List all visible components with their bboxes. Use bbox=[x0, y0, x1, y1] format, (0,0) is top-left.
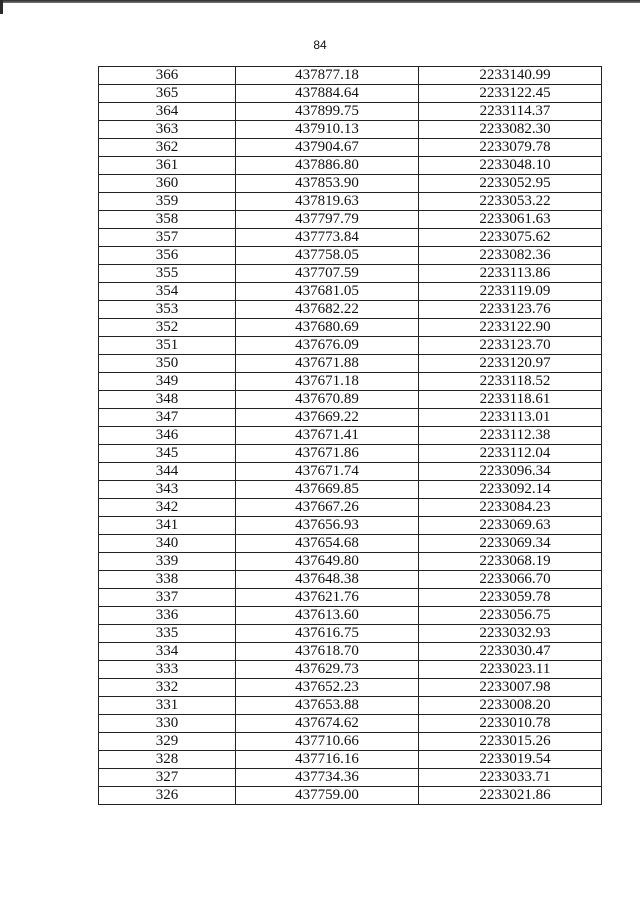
table-row bbox=[99, 769, 602, 787]
x-coordinate-cell: 437671.74 bbox=[236, 463, 419, 481]
point-id-cell: 342 bbox=[99, 499, 236, 517]
y-coordinate-cell: 2233112.38 bbox=[419, 427, 602, 445]
x-coordinate-cell: 437773.84 bbox=[236, 229, 419, 247]
point-id-cell: 360 bbox=[99, 175, 236, 193]
x-coordinate-cell: 437676.09 bbox=[236, 337, 419, 355]
point-id-cell: 365 bbox=[99, 85, 236, 103]
y-coordinate-cell: 2233068.19 bbox=[419, 553, 602, 571]
y-coordinate-cell: 2233122.90 bbox=[419, 319, 602, 337]
table-row bbox=[99, 229, 602, 247]
table-row bbox=[99, 409, 602, 427]
y-coordinate-cell: 2233033.71 bbox=[419, 769, 602, 787]
page-number: 84 bbox=[313, 38, 327, 52]
y-coordinate-cell: 2233082.30 bbox=[419, 121, 602, 139]
y-coordinate-cell: 2233122.45 bbox=[419, 85, 602, 103]
y-coordinate-cell: 2233140.99 bbox=[419, 67, 602, 85]
point-id-cell: 335 bbox=[99, 625, 236, 643]
y-coordinate-cell: 2233007.98 bbox=[419, 679, 602, 697]
table-row bbox=[99, 607, 602, 625]
y-coordinate-cell: 2233019.54 bbox=[419, 751, 602, 769]
x-coordinate-cell: 437853.90 bbox=[236, 175, 419, 193]
y-coordinate-cell: 2233092.14 bbox=[419, 481, 602, 499]
y-coordinate-cell: 2233119.09 bbox=[419, 283, 602, 301]
y-coordinate-cell: 2233112.04 bbox=[419, 445, 602, 463]
x-coordinate-cell: 437680.69 bbox=[236, 319, 419, 337]
x-coordinate-cell: 437648.38 bbox=[236, 571, 419, 589]
point-id-cell: 330 bbox=[99, 715, 236, 733]
x-coordinate-cell: 437652.23 bbox=[236, 679, 419, 697]
x-coordinate-cell: 437671.88 bbox=[236, 355, 419, 373]
x-coordinate-cell: 437613.60 bbox=[236, 607, 419, 625]
point-id-cell: 343 bbox=[99, 481, 236, 499]
y-coordinate-cell: 2233066.70 bbox=[419, 571, 602, 589]
y-coordinate-cell: 2233120.97 bbox=[419, 355, 602, 373]
x-coordinate-cell: 437682.22 bbox=[236, 301, 419, 319]
y-coordinate-cell: 2233032.93 bbox=[419, 625, 602, 643]
y-coordinate-cell: 2233096.34 bbox=[419, 463, 602, 481]
x-coordinate-cell: 437654.68 bbox=[236, 535, 419, 553]
y-coordinate-cell: 2233069.63 bbox=[419, 517, 602, 535]
coordinates-table bbox=[98, 66, 602, 805]
table-row bbox=[99, 355, 602, 373]
table-row bbox=[99, 715, 602, 733]
point-id-cell: 334 bbox=[99, 643, 236, 661]
table-row bbox=[99, 139, 602, 157]
table-row bbox=[99, 67, 602, 85]
x-coordinate-cell: 437884.64 bbox=[236, 85, 419, 103]
table-row bbox=[99, 121, 602, 139]
point-id-cell: 355 bbox=[99, 265, 236, 283]
table-row bbox=[99, 697, 602, 715]
table-row bbox=[99, 175, 602, 193]
point-id-cell: 327 bbox=[99, 769, 236, 787]
point-id-cell: 359 bbox=[99, 193, 236, 211]
table-row bbox=[99, 103, 602, 121]
x-coordinate-cell: 437671.86 bbox=[236, 445, 419, 463]
table-row bbox=[99, 733, 602, 751]
table-row bbox=[99, 85, 602, 103]
x-coordinate-cell: 437899.75 bbox=[236, 103, 419, 121]
y-coordinate-cell: 2233084.23 bbox=[419, 499, 602, 517]
table-row bbox=[99, 427, 602, 445]
y-coordinate-cell: 2233059.78 bbox=[419, 589, 602, 607]
table-row bbox=[99, 643, 602, 661]
y-coordinate-cell: 2233023.11 bbox=[419, 661, 602, 679]
y-coordinate-cell: 2233030.47 bbox=[419, 643, 602, 661]
point-id-cell: 356 bbox=[99, 247, 236, 265]
y-coordinate-cell: 2233056.75 bbox=[419, 607, 602, 625]
y-coordinate-cell: 2233010.78 bbox=[419, 715, 602, 733]
point-id-cell: 351 bbox=[99, 337, 236, 355]
point-id-cell: 339 bbox=[99, 553, 236, 571]
point-id-cell: 329 bbox=[99, 733, 236, 751]
table-row bbox=[99, 517, 602, 535]
point-id-cell: 364 bbox=[99, 103, 236, 121]
x-coordinate-cell: 437667.26 bbox=[236, 499, 419, 517]
y-coordinate-cell: 2233113.86 bbox=[419, 265, 602, 283]
x-coordinate-cell: 437710.66 bbox=[236, 733, 419, 751]
table-row bbox=[99, 535, 602, 553]
table-row bbox=[99, 571, 602, 589]
x-coordinate-cell: 437797.79 bbox=[236, 211, 419, 229]
scan-edge-left bbox=[0, 0, 3, 14]
table-row bbox=[99, 661, 602, 679]
point-id-cell: 366 bbox=[99, 67, 236, 85]
coordinates-table-body bbox=[99, 67, 602, 805]
y-coordinate-cell: 2233052.95 bbox=[419, 175, 602, 193]
y-coordinate-cell: 2233123.70 bbox=[419, 337, 602, 355]
scan-edge-top bbox=[0, 0, 640, 3]
table-row bbox=[99, 679, 602, 697]
table-row bbox=[99, 211, 602, 229]
y-coordinate-cell: 2233082.36 bbox=[419, 247, 602, 265]
table-row bbox=[99, 193, 602, 211]
x-coordinate-cell: 437707.59 bbox=[236, 265, 419, 283]
point-id-cell: 337 bbox=[99, 589, 236, 607]
y-coordinate-cell: 2233118.52 bbox=[419, 373, 602, 391]
y-coordinate-cell: 2233021.86 bbox=[419, 787, 602, 805]
point-id-cell: 357 bbox=[99, 229, 236, 247]
point-id-cell: 353 bbox=[99, 301, 236, 319]
x-coordinate-cell: 437674.62 bbox=[236, 715, 419, 733]
y-coordinate-cell: 2233008.20 bbox=[419, 697, 602, 715]
point-id-cell: 336 bbox=[99, 607, 236, 625]
point-id-cell: 358 bbox=[99, 211, 236, 229]
y-coordinate-cell: 2233114.37 bbox=[419, 103, 602, 121]
table-row bbox=[99, 157, 602, 175]
x-coordinate-cell: 437649.80 bbox=[236, 553, 419, 571]
point-id-cell: 338 bbox=[99, 571, 236, 589]
point-id-cell: 332 bbox=[99, 679, 236, 697]
table-row bbox=[99, 553, 602, 571]
x-coordinate-cell: 437621.76 bbox=[236, 589, 419, 607]
x-coordinate-cell: 437669.85 bbox=[236, 481, 419, 499]
table-row bbox=[99, 283, 602, 301]
point-id-cell: 349 bbox=[99, 373, 236, 391]
x-coordinate-cell: 437910.13 bbox=[236, 121, 419, 139]
x-coordinate-cell: 437656.93 bbox=[236, 517, 419, 535]
point-id-cell: 362 bbox=[99, 139, 236, 157]
point-id-cell: 361 bbox=[99, 157, 236, 175]
table-row bbox=[99, 787, 602, 805]
point-id-cell: 331 bbox=[99, 697, 236, 715]
y-coordinate-cell: 2233015.26 bbox=[419, 733, 602, 751]
x-coordinate-cell: 437716.16 bbox=[236, 751, 419, 769]
x-coordinate-cell: 437618.70 bbox=[236, 643, 419, 661]
x-coordinate-cell: 437669.22 bbox=[236, 409, 419, 427]
y-coordinate-cell: 2233048.10 bbox=[419, 157, 602, 175]
x-coordinate-cell: 437886.80 bbox=[236, 157, 419, 175]
table-row bbox=[99, 445, 602, 463]
table-row bbox=[99, 319, 602, 337]
y-coordinate-cell: 2233075.62 bbox=[419, 229, 602, 247]
table-row bbox=[99, 625, 602, 643]
table-row bbox=[99, 265, 602, 283]
point-id-cell: 333 bbox=[99, 661, 236, 679]
x-coordinate-cell: 437671.18 bbox=[236, 373, 419, 391]
table-row bbox=[99, 463, 602, 481]
y-coordinate-cell: 2233053.22 bbox=[419, 193, 602, 211]
x-coordinate-cell: 437671.41 bbox=[236, 427, 419, 445]
y-coordinate-cell: 2233123.76 bbox=[419, 301, 602, 319]
x-coordinate-cell: 437904.67 bbox=[236, 139, 419, 157]
table-row bbox=[99, 373, 602, 391]
point-id-cell: 346 bbox=[99, 427, 236, 445]
point-id-cell: 328 bbox=[99, 751, 236, 769]
x-coordinate-cell: 437877.18 bbox=[236, 67, 419, 85]
point-id-cell: 344 bbox=[99, 463, 236, 481]
point-id-cell: 347 bbox=[99, 409, 236, 427]
table-row bbox=[99, 301, 602, 319]
point-id-cell: 348 bbox=[99, 391, 236, 409]
table-row bbox=[99, 499, 602, 517]
table-row bbox=[99, 589, 602, 607]
point-id-cell: 341 bbox=[99, 517, 236, 535]
x-coordinate-cell: 437759.00 bbox=[236, 787, 419, 805]
x-coordinate-cell: 437629.73 bbox=[236, 661, 419, 679]
table-row bbox=[99, 751, 602, 769]
point-id-cell: 363 bbox=[99, 121, 236, 139]
table-row bbox=[99, 247, 602, 265]
point-id-cell: 345 bbox=[99, 445, 236, 463]
table-row bbox=[99, 391, 602, 409]
x-coordinate-cell: 437819.63 bbox=[236, 193, 419, 211]
point-id-cell: 354 bbox=[99, 283, 236, 301]
x-coordinate-cell: 437681.05 bbox=[236, 283, 419, 301]
y-coordinate-cell: 2233069.34 bbox=[419, 535, 602, 553]
point-id-cell: 326 bbox=[99, 787, 236, 805]
x-coordinate-cell: 437670.89 bbox=[236, 391, 419, 409]
y-coordinate-cell: 2233079.78 bbox=[419, 139, 602, 157]
y-coordinate-cell: 2233113.01 bbox=[419, 409, 602, 427]
point-id-cell: 352 bbox=[99, 319, 236, 337]
x-coordinate-cell: 437734.36 bbox=[236, 769, 419, 787]
y-coordinate-cell: 2233118.61 bbox=[419, 391, 602, 409]
table-row bbox=[99, 481, 602, 499]
x-coordinate-cell: 437758.05 bbox=[236, 247, 419, 265]
y-coordinate-cell: 2233061.63 bbox=[419, 211, 602, 229]
x-coordinate-cell: 437616.75 bbox=[236, 625, 419, 643]
point-id-cell: 340 bbox=[99, 535, 236, 553]
x-coordinate-cell: 437653.88 bbox=[236, 697, 419, 715]
point-id-cell: 350 bbox=[99, 355, 236, 373]
table-row bbox=[99, 337, 602, 355]
